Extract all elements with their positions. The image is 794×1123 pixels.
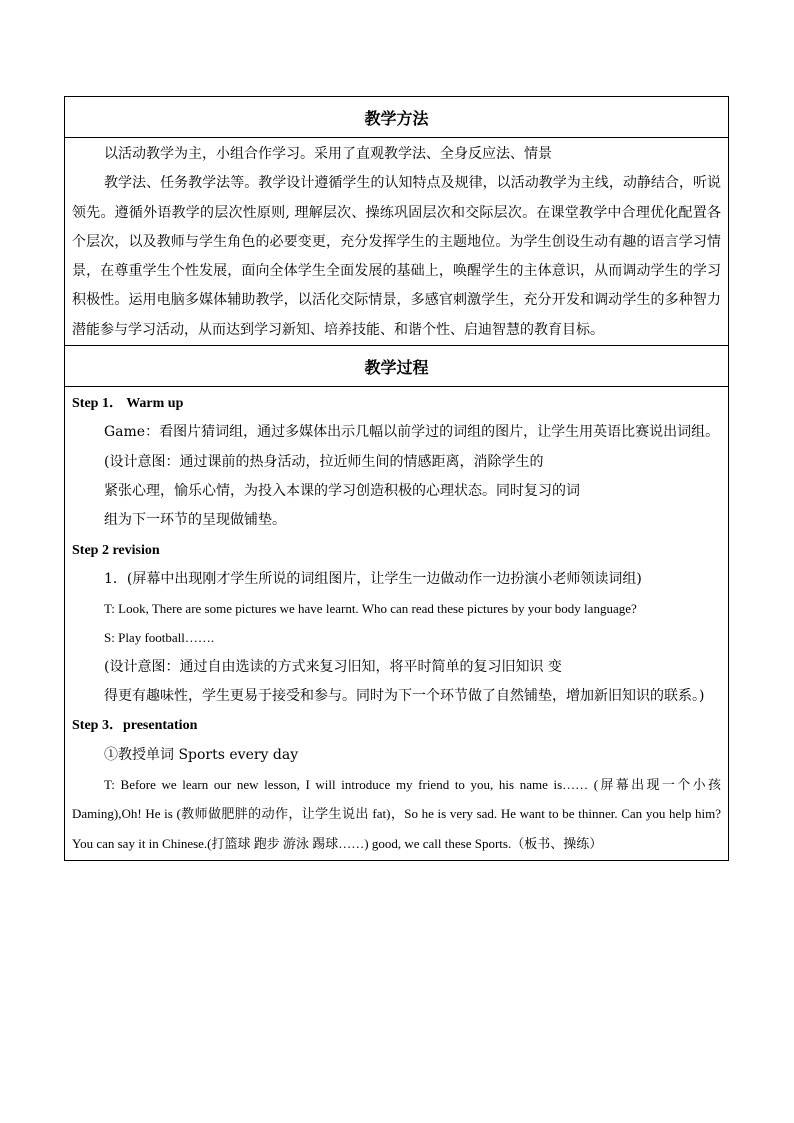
- step1-game: Game：看图片猜词组，通过多媒体出示几幅以前学过的词组的图片，让学生用英语比赛说出词组。: [104, 424, 720, 441]
- step3-teach-words: ①教授单词 Sports every day: [104, 746, 299, 763]
- step2-item-1: 1．(屏幕中出现刚才学生所说的词组图片，让学生一边做动作一边扮演小老师领读词组): [104, 570, 642, 587]
- step2-intent-line-2: 得更有趣味性，学生更易于接受和参与。同时为下一个环节做了自然铺垫，增加新旧知识的联系。): [104, 688, 705, 705]
- step2-intent-line-1: (设计意图：通过自由选读的方式来复习旧知，将平时简单的复习旧知识 变: [104, 658, 562, 675]
- step2-teacher-line: T: Look, There are some pictures we have learnt. Who can read these pictures by your body language?: [104, 601, 637, 617]
- methods-line-1: 以活动教学为主，小组合作学习。采用了直观教学法、全身反应法、情景: [104, 146, 552, 162]
- methods-paragraph: 教学法、任务教学法等。教学设计遵循学生的认知特点及规律，以活动教学为主线，动静结合，听说领先。遵循外语教学的层次性原则, 理解层次、操练巩固层次和交际层次。在课堂教学中合理优化配置各个层次，以及教师与学生角色的必要变更，充分发挥学生的主题地位。为学生创设生动有趣的语言学习情景，在尊重学生个性发展，面向全体学生全面发展的基础上，唤醒学生的主体意识，从而调动学生的学习积极性。运用电脑多媒体辅助教学，以活化交际情景，多感官刺激学生，充分开发和调动学生的多种智力潜能参与学习活动，从而达到学习新知、培养技能、和谐个性、启迪智慧的教育目标。: [72, 175, 721, 338]
- step3-title: Step 3．presentation: [72, 718, 198, 734]
- step1-intent-line-1: (设计意图：通过课前的热身活动，拉近师生间的情感距离，消除学生的: [104, 453, 544, 470]
- step1-intent-line-2: 紧张心理，愉乐心情，为投入本课的学习创造积极的心理状态。同时复习的词: [104, 482, 580, 499]
- methods-heading: 教学方法: [65, 97, 728, 138]
- step3-dialogue: T: Before we learn our new lesson, I will introduce my friend to you, his name is…… (屏幕出现一个小孩 Daming),Oh! He is (教师做肥胖的动作，让学生说出 fat)，So he is very sad. He want to be thinner. Can you help him? You can say it in Chinese.(打篮球 跑步 游泳 踢球……) good, we call these Sports.（板书、操练）: [72, 776, 721, 851]
- step2-student-line: S: Play football…….: [104, 630, 215, 646]
- step1-title: Step 1． Warm up: [72, 396, 184, 412]
- methods-body: [65, 138, 728, 346]
- lesson-plan-table: [64, 96, 729, 861]
- step2-title: Step 2 revision: [72, 542, 160, 558]
- step1-intent-line-3: 组为下一环节的呈现做铺垫。: [104, 512, 286, 529]
- process-heading: 教学过程: [65, 346, 728, 387]
- process-body: [65, 387, 728, 860]
